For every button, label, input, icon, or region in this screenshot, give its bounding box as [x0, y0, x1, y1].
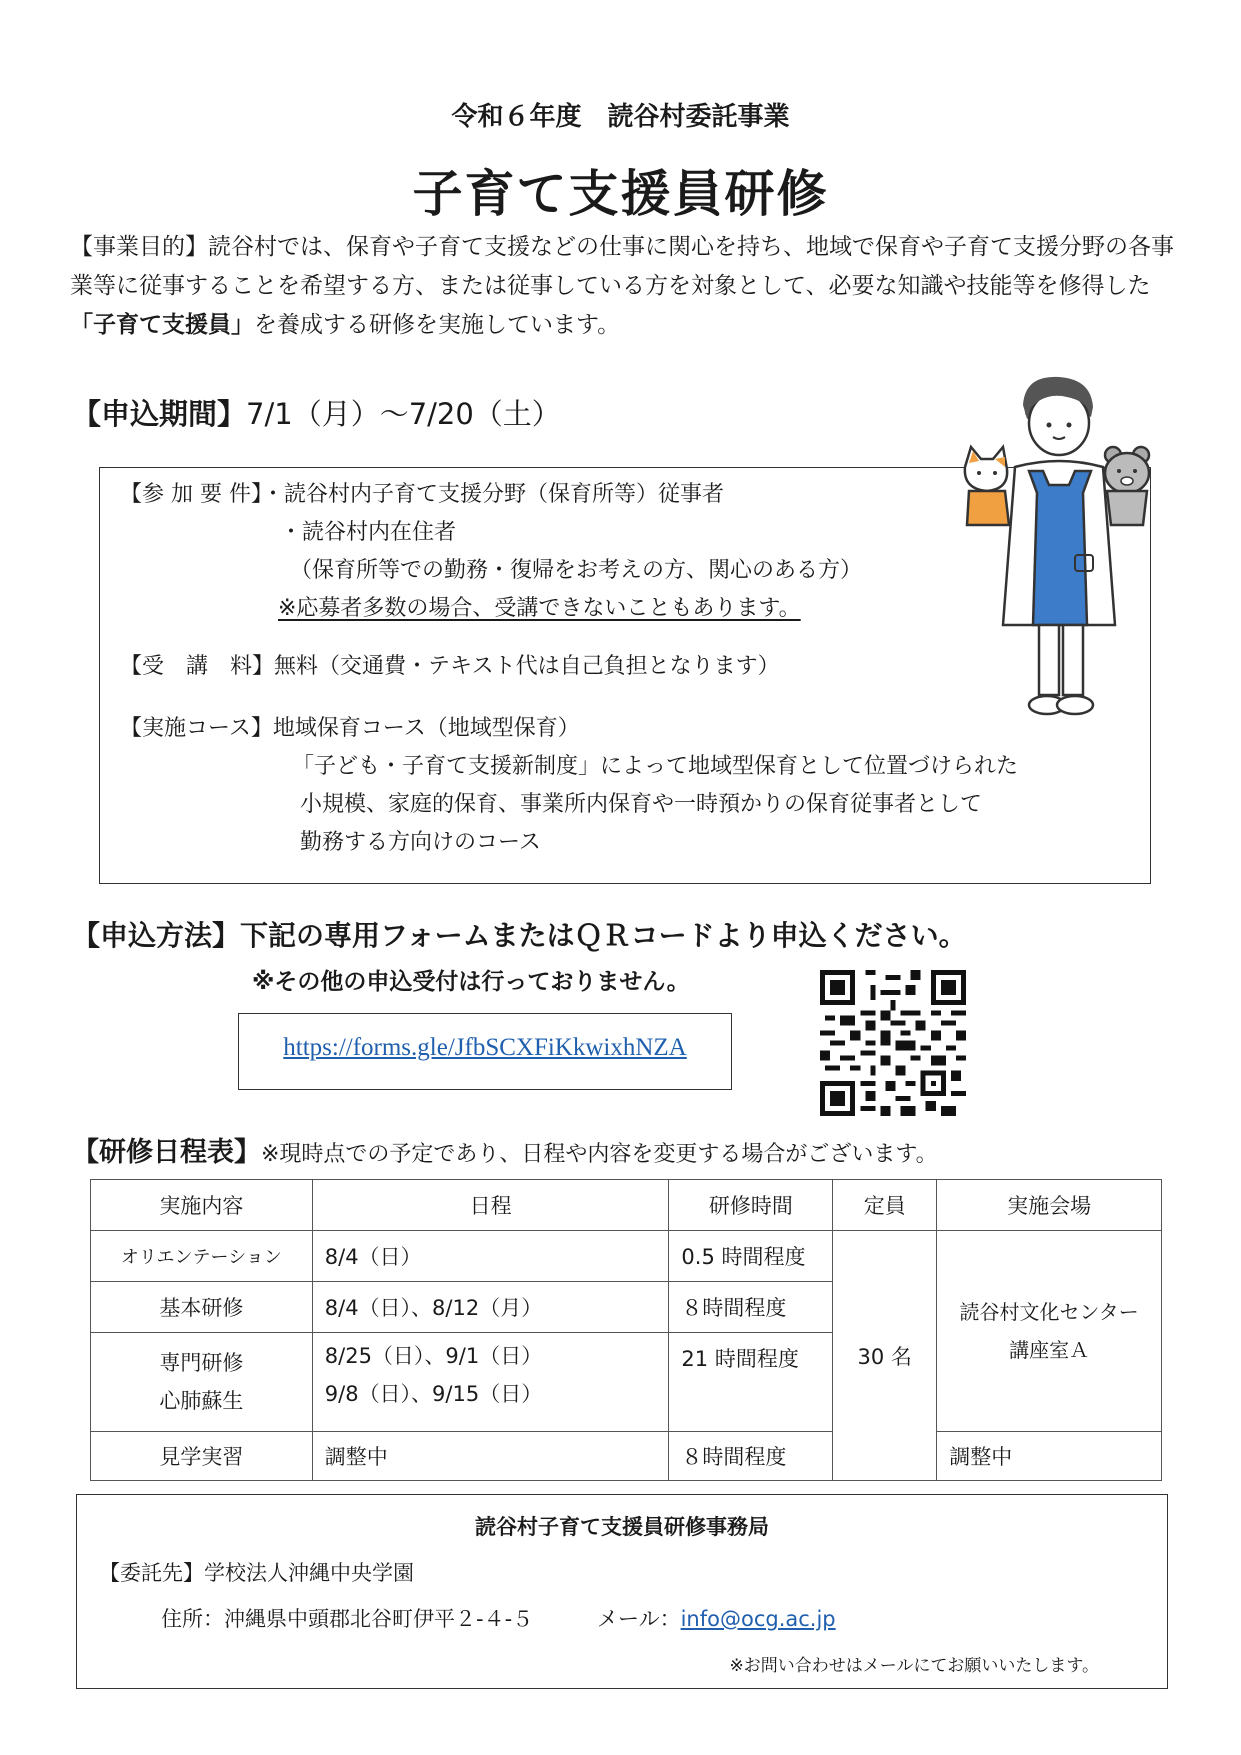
cell-venue: 調整中: [937, 1432, 1162, 1481]
application-method: 【申込方法】下記の専用フォームまたはＱＲコードより申込ください。: [72, 919, 967, 952]
cell-content: オリエンテーション: [91, 1231, 313, 1282]
course-label: 【実施コース】: [120, 716, 273, 741]
cell-date: [312, 1333, 669, 1432]
course-value: 地域保育コース（地域型保育）: [272, 716, 580, 741]
method-note: ※その他の申込受付は行っておりません。: [252, 969, 690, 995]
office-address: 住所：沖縄県中頭郡北谷町伊平２-４-５: [161, 1607, 534, 1631]
schedule-note: ※現時点での予定であり、日程や内容を変更する場合がございます。: [261, 1142, 938, 1167]
venue-line-1: 読谷村文化センター: [959, 1300, 1139, 1324]
purpose-text-2: を養成する研修を実施しています。: [254, 312, 621, 338]
venue-line-2: 講座室Ａ: [1009, 1338, 1090, 1362]
cell-date: 8/4（日）、8/12（月）: [312, 1282, 669, 1333]
course-desc-2: 小規模、家庭的保育、事業所内保育や一時預かりの保育従事者として: [300, 792, 983, 817]
mail-link[interactable]: info@ocg.ac.jp: [680, 1607, 836, 1631]
subtitle: 令和６年度 読谷村委託事業: [451, 102, 790, 132]
table-row: [91, 1432, 1162, 1481]
office-consignee: 【委託先】学校法人沖縄中央学園: [99, 1561, 414, 1585]
cell-time: 0.5 時間程度: [669, 1231, 833, 1282]
cell-content: [91, 1333, 313, 1432]
course-desc-1: 「子ども・子育て支援新制度」によって地域型保育として位置づけられた: [292, 754, 1019, 779]
purpose-paragraph: [70, 228, 1180, 345]
mail-label: メール：: [597, 1607, 681, 1631]
req-note: ※応募者多数の場合、受講できないこともあります。: [278, 596, 801, 621]
schedule-heading: [72, 1130, 938, 1169]
req-item-1: ・読谷村内子育て支援分野（保育所等）従事者: [261, 482, 724, 507]
office-box: [76, 1494, 1168, 1689]
cell-content: 見学実習: [91, 1432, 313, 1481]
form-link[interactable]: https://forms.gle/JfbSCXFiKkwixhNZA: [283, 1034, 687, 1061]
content-line-2: 心肺蘇生: [159, 1389, 244, 1413]
cell-time: ８時間程度: [669, 1282, 833, 1333]
fee-row: [120, 652, 780, 682]
office-note: ※お問い合わせはメールにてお願いいたします。: [729, 1656, 1099, 1676]
req-row-1: [120, 480, 724, 510]
course-row: [120, 714, 580, 744]
office-mail-row: [597, 1603, 836, 1633]
url-box: [238, 1013, 732, 1090]
header-time: 研修時間: [669, 1180, 833, 1231]
header-venue: 実施会場: [937, 1180, 1162, 1231]
cell-time: ８時間程度: [669, 1432, 833, 1481]
cell-date: 8/4（日）: [312, 1231, 669, 1282]
cell-content: 基本研修: [91, 1282, 313, 1333]
purpose-label: 【事業目的】: [70, 234, 208, 260]
cell-capacity: 30 名: [833, 1231, 937, 1481]
cell-venue: [937, 1231, 1162, 1432]
schedule-table: [90, 1179, 1162, 1481]
header-content: 実施内容: [91, 1180, 313, 1231]
office-title: 読谷村子育て支援員研修事務局: [475, 1515, 769, 1539]
req-label: 【参 加 要 件】: [120, 482, 262, 507]
table-row: [91, 1231, 1162, 1282]
apron-shape: [1029, 471, 1091, 625]
caregiver-illustration: [955, 375, 1155, 735]
cat-puppet-icon: [965, 447, 1007, 491]
course-desc-3: 勤務する方向けのコース: [300, 830, 541, 855]
header-date: 日程: [312, 1180, 669, 1231]
cell-time: 21 時間程度: [669, 1333, 833, 1432]
schedule-label: 【研修日程表】: [72, 1137, 261, 1168]
qr-code-icon[interactable]: [820, 970, 966, 1116]
header-capacity: 定員: [833, 1180, 937, 1231]
date-line-2: 9/8（日）、9/15（日）: [324, 1382, 543, 1406]
purpose-text-1: 読谷村では、保育や子育て支援などの仕事に関心を持ち、地域で保育や子育て支援分野の各事業等に従事することを希望する方、または従事している方を対象として、必要な知識や技能等を修得した: [70, 234, 1174, 299]
period-label: 【申込期間】: [72, 397, 247, 431]
req-item-3: （保育所等での勤務・復帰をお考えの方、関心のある方）: [290, 558, 863, 583]
cell-date: 調整中: [312, 1432, 669, 1481]
table-header-row: [91, 1180, 1162, 1231]
fee-label: 【受 講 料】: [120, 654, 275, 679]
req-item-2: ・読谷村内在住者: [280, 520, 457, 545]
period-value: 7/1（月）～7/20（土）: [246, 397, 561, 431]
page-title: 子育て支援員研修: [412, 165, 829, 223]
application-period: [72, 392, 561, 433]
date-line-1: 8/25（日）、9/1（日）: [324, 1344, 543, 1368]
purpose-highlight: 「子育て支援員」: [70, 312, 254, 338]
content-line-1: 専門研修: [159, 1351, 244, 1375]
fee-value: 無料（交通費・テキスト代は自己負担となります）: [274, 654, 780, 679]
